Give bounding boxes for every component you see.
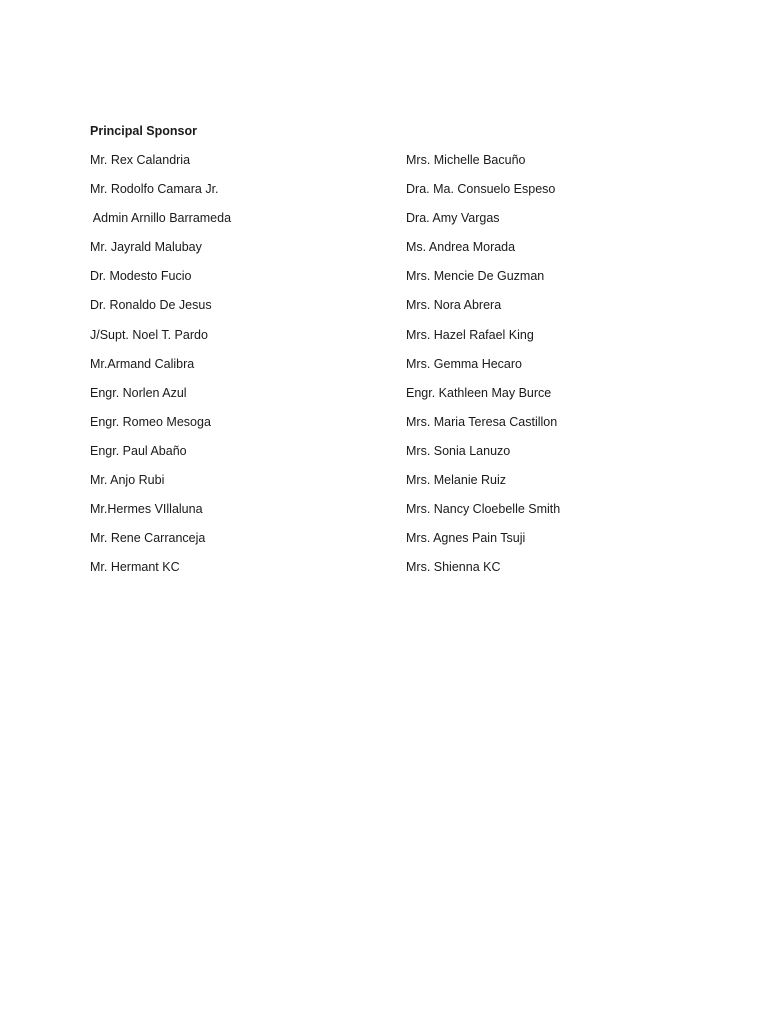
sponsor-name: Mrs. Maria Teresa Castillon <box>406 414 558 429</box>
sponsor-name: Mr.Armand Calibra <box>90 356 195 371</box>
sponsor-name: Mrs. Mencie De Guzman <box>406 269 545 284</box>
sponsor-list-right <box>406 151 560 587</box>
section-heading: Principal Sponsor <box>90 124 197 138</box>
sponsor-name: Engr. Paul Abaño <box>90 443 187 458</box>
sponsor-name: Mr. Hermant KC <box>90 560 180 575</box>
sponsor-name: Dr. Ronaldo De Jesus <box>90 298 212 313</box>
sponsor-name: Mr. Rene Carranceja <box>90 531 206 546</box>
sponsor-name: Mrs. Nancy Cloebelle Smith <box>406 502 561 517</box>
sponsor-name: Engr. Kathleen May Burce <box>406 385 552 400</box>
sponsor-name: Mr. Anjo Rubi <box>90 473 165 488</box>
sponsor-name: Dr. Modesto Fucio <box>90 269 192 284</box>
sponsor-name: Mr. Rex Calandria <box>90 153 191 167</box>
sponsor-name: Mrs. Michelle Bacuño <box>406 153 526 167</box>
sponsor-name: Admin Arnillo Barrameda <box>90 211 232 226</box>
sponsor-list-left <box>90 151 231 587</box>
sponsor-name: Mr. Rodolfo Camara Jr. <box>90 182 219 197</box>
sponsor-name: Engr. Norlen Azul <box>90 385 187 400</box>
sponsor-name: Mrs. Sonia Lanuzo <box>406 443 511 458</box>
sponsor-name: Mrs. Melanie Ruiz <box>406 473 507 488</box>
sponsor-name: Mrs. Shienna KC <box>406 560 501 575</box>
sponsor-name: Mrs. Nora Abrera <box>406 298 502 313</box>
sponsor-name: Mrs. Gemma Hecaro <box>406 356 522 371</box>
sponsor-name: Mr.Hermes VIllaluna <box>90 502 203 517</box>
sponsor-name: Dra. Ma. Consuelo Espeso <box>406 182 556 197</box>
sponsor-name: Mrs. Agnes Pain Tsuji <box>406 531 526 546</box>
sponsor-name: Ms. Andrea Morada <box>406 240 516 255</box>
sponsor-name: J/Supt. Noel T. Pardo <box>90 327 208 342</box>
sponsor-name: Dra. Amy Vargas <box>406 211 500 226</box>
sponsor-name: Mrs. Hazel Rafael King <box>406 327 534 342</box>
sponsor-name: Engr. Romeo Mesoga <box>90 414 211 429</box>
sponsor-name: Mr. Jayrald Malubay <box>90 240 202 255</box>
